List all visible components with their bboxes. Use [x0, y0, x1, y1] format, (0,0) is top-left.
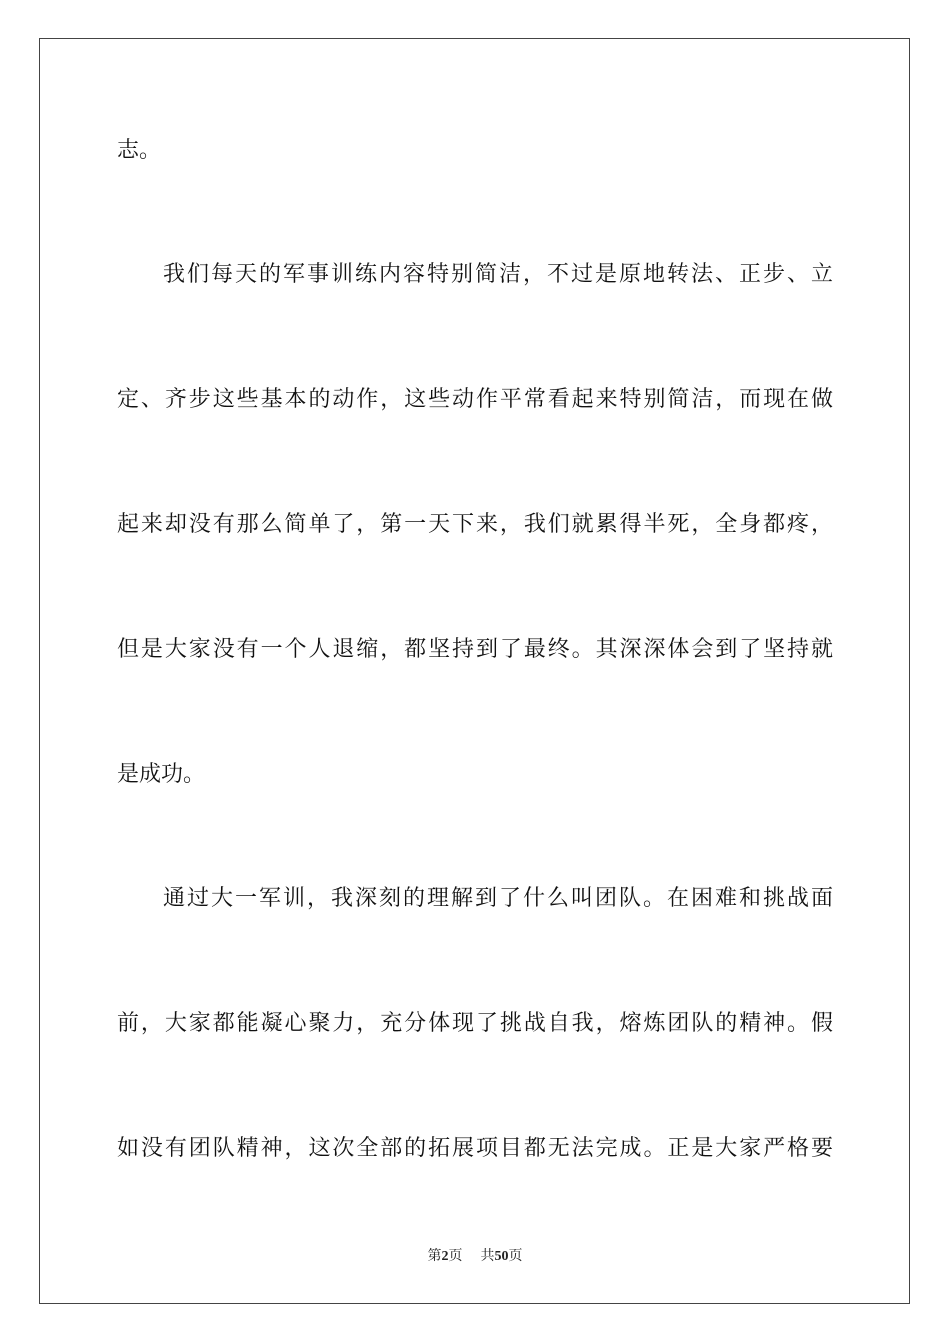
page-footer: [0, 1246, 950, 1267]
total-prefix: 共: [480, 1248, 495, 1264]
text-line: 前，大家都能凝心聚力，充分体现了挑战自我，熔炼团队的精神。假: [117, 1011, 833, 1036]
page-suffix: 页: [448, 1248, 463, 1264]
page-number: 2: [441, 1249, 449, 1264]
text-line: 起来却没有那么简单了，第一天下来，我们就累得半死，全身都疼，: [117, 512, 833, 537]
page-frame: [39, 38, 910, 1304]
total-pages: 50: [494, 1249, 509, 1264]
text-line: 志。: [117, 138, 162, 163]
text-line: 但是大家没有一个人退缩，都坚持到了最终。其深深体会到了坚持就: [117, 637, 833, 662]
page-prefix: 第: [427, 1248, 442, 1264]
total-suffix: 页: [508, 1248, 523, 1264]
text-line: 定、齐步这些基本的动作，这些动作平常看起来特别简洁，而现在做: [117, 387, 833, 412]
text-line: 如没有团队精神，这次全部的拓展项目都无法完成。正是大家严格要: [117, 1136, 833, 1161]
text-line: 是成功。: [117, 762, 206, 787]
text-line: 通过大一军训，我深刻的理解到了什么叫团队。在困难和挑战面: [163, 886, 833, 911]
text-line: 我们每天的军事训练内容特别简洁，不过是原地转法、正步、立: [163, 262, 833, 287]
